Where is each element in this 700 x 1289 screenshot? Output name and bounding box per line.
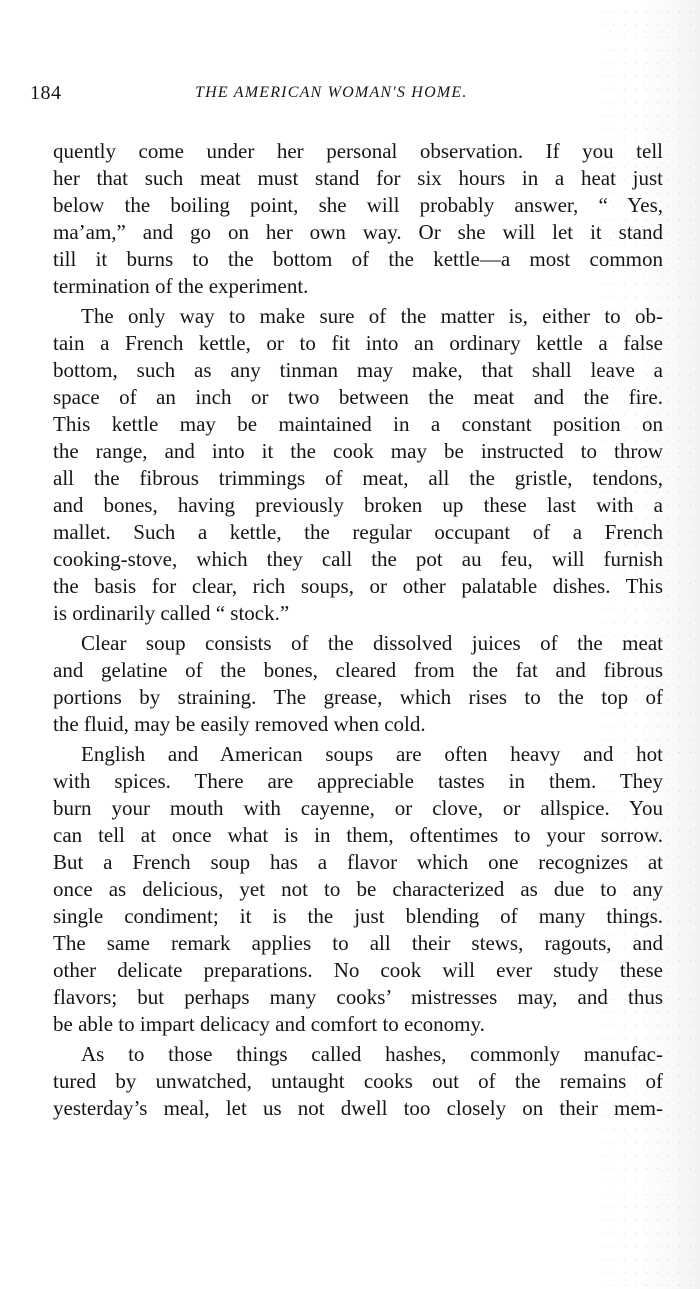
- text-line: But a French soup has a flavor which one recognizes at: [53, 850, 663, 874]
- text-line: and bones, having previously broken up these last with a: [53, 493, 663, 517]
- text-line: termination of the experiment.: [53, 274, 309, 298]
- text-line: tured by unwatched, untaught cooks out of the remains of: [53, 1069, 663, 1093]
- text-line: The same remark applies to all their stews, ragouts, and: [53, 931, 663, 955]
- text-line: flavors; but perhaps many cooks’ mistresses may, and thus: [53, 985, 663, 1009]
- paragraph-first-line: The only way to make sure of the matter is, either to ob-: [81, 304, 663, 328]
- body-text: [53, 138, 663, 1122]
- text-line: the fluid, may be easily removed when cold.: [53, 712, 426, 736]
- text-line: ma’am,” and go on her own way. Or she will let it stand: [53, 220, 663, 244]
- text-line: single condiment; it is the just blending of many things.: [53, 904, 663, 928]
- text-line: This kettle may be maintained in a constant position on: [53, 412, 663, 436]
- text-line: is ordinarily called “ stock.”: [53, 601, 290, 625]
- page-header: [30, 82, 648, 110]
- running-title: THE AMERICAN WOMAN'S HOME.: [195, 84, 468, 101]
- text-line: quently come under her personal observation. If you tell: [53, 139, 663, 163]
- text-line: other delicate preparations. No cook will ever study these: [53, 958, 663, 982]
- paragraph-first-line: English and American soups are often heavy and hot: [81, 742, 663, 766]
- text-line: bottom, such as any tinman may make, that shall leave a: [53, 358, 663, 382]
- text-line: the range, and into it the cook may be instructed to throw: [53, 439, 663, 463]
- text-line: and gelatine of the bones, cleared from the fat and fibrous: [53, 658, 663, 682]
- text-line: burn your mouth with cayenne, or clove, or allspice. You: [53, 796, 663, 820]
- text-line: once as delicious, yet not to be characterized as due to any: [53, 877, 663, 901]
- text-line: all the fibrous trimmings of meat, all the gristle, tendons,: [53, 466, 663, 490]
- text-line: yesterday’s meal, let us not dwell too closely on their mem-: [53, 1096, 663, 1120]
- text-line: her that such meat must stand for six hours in a heat just: [53, 166, 663, 190]
- text-line: space of an inch or two between the meat and the fire.: [53, 385, 663, 409]
- text-line: cooking-stove, which they call the pot au feu, will furnish: [53, 547, 663, 571]
- text-line: be able to impart delicacy and comfort to economy.: [53, 1012, 485, 1036]
- paragraph-first-line: As to those things called hashes, commonly manufac-: [81, 1042, 663, 1066]
- text-line: the basis for clear, rich soups, or other palatable dishes. This: [53, 574, 663, 598]
- text-line: with spices. There are appreciable tastes in them. They: [53, 769, 663, 793]
- paragraph-first-line: Clear soup consists of the dissolved juices of the meat: [81, 631, 663, 655]
- page-number: 184: [30, 82, 62, 104]
- text-line: portions by straining. The grease, which rises to the top of: [53, 685, 663, 709]
- text-line: below the boiling point, she will probably answer, “ Yes,: [53, 193, 663, 217]
- text-line: mallet. Such a kettle, the regular occupant of a French: [53, 520, 663, 544]
- text-line: can tell at once what is in them, oftentimes to your sorrow.: [53, 823, 663, 847]
- text-line: tain a French kettle, or to fit into an ordinary kettle a false: [53, 331, 663, 355]
- text-line: till it burns to the bottom of the kettle—a most common: [53, 247, 663, 271]
